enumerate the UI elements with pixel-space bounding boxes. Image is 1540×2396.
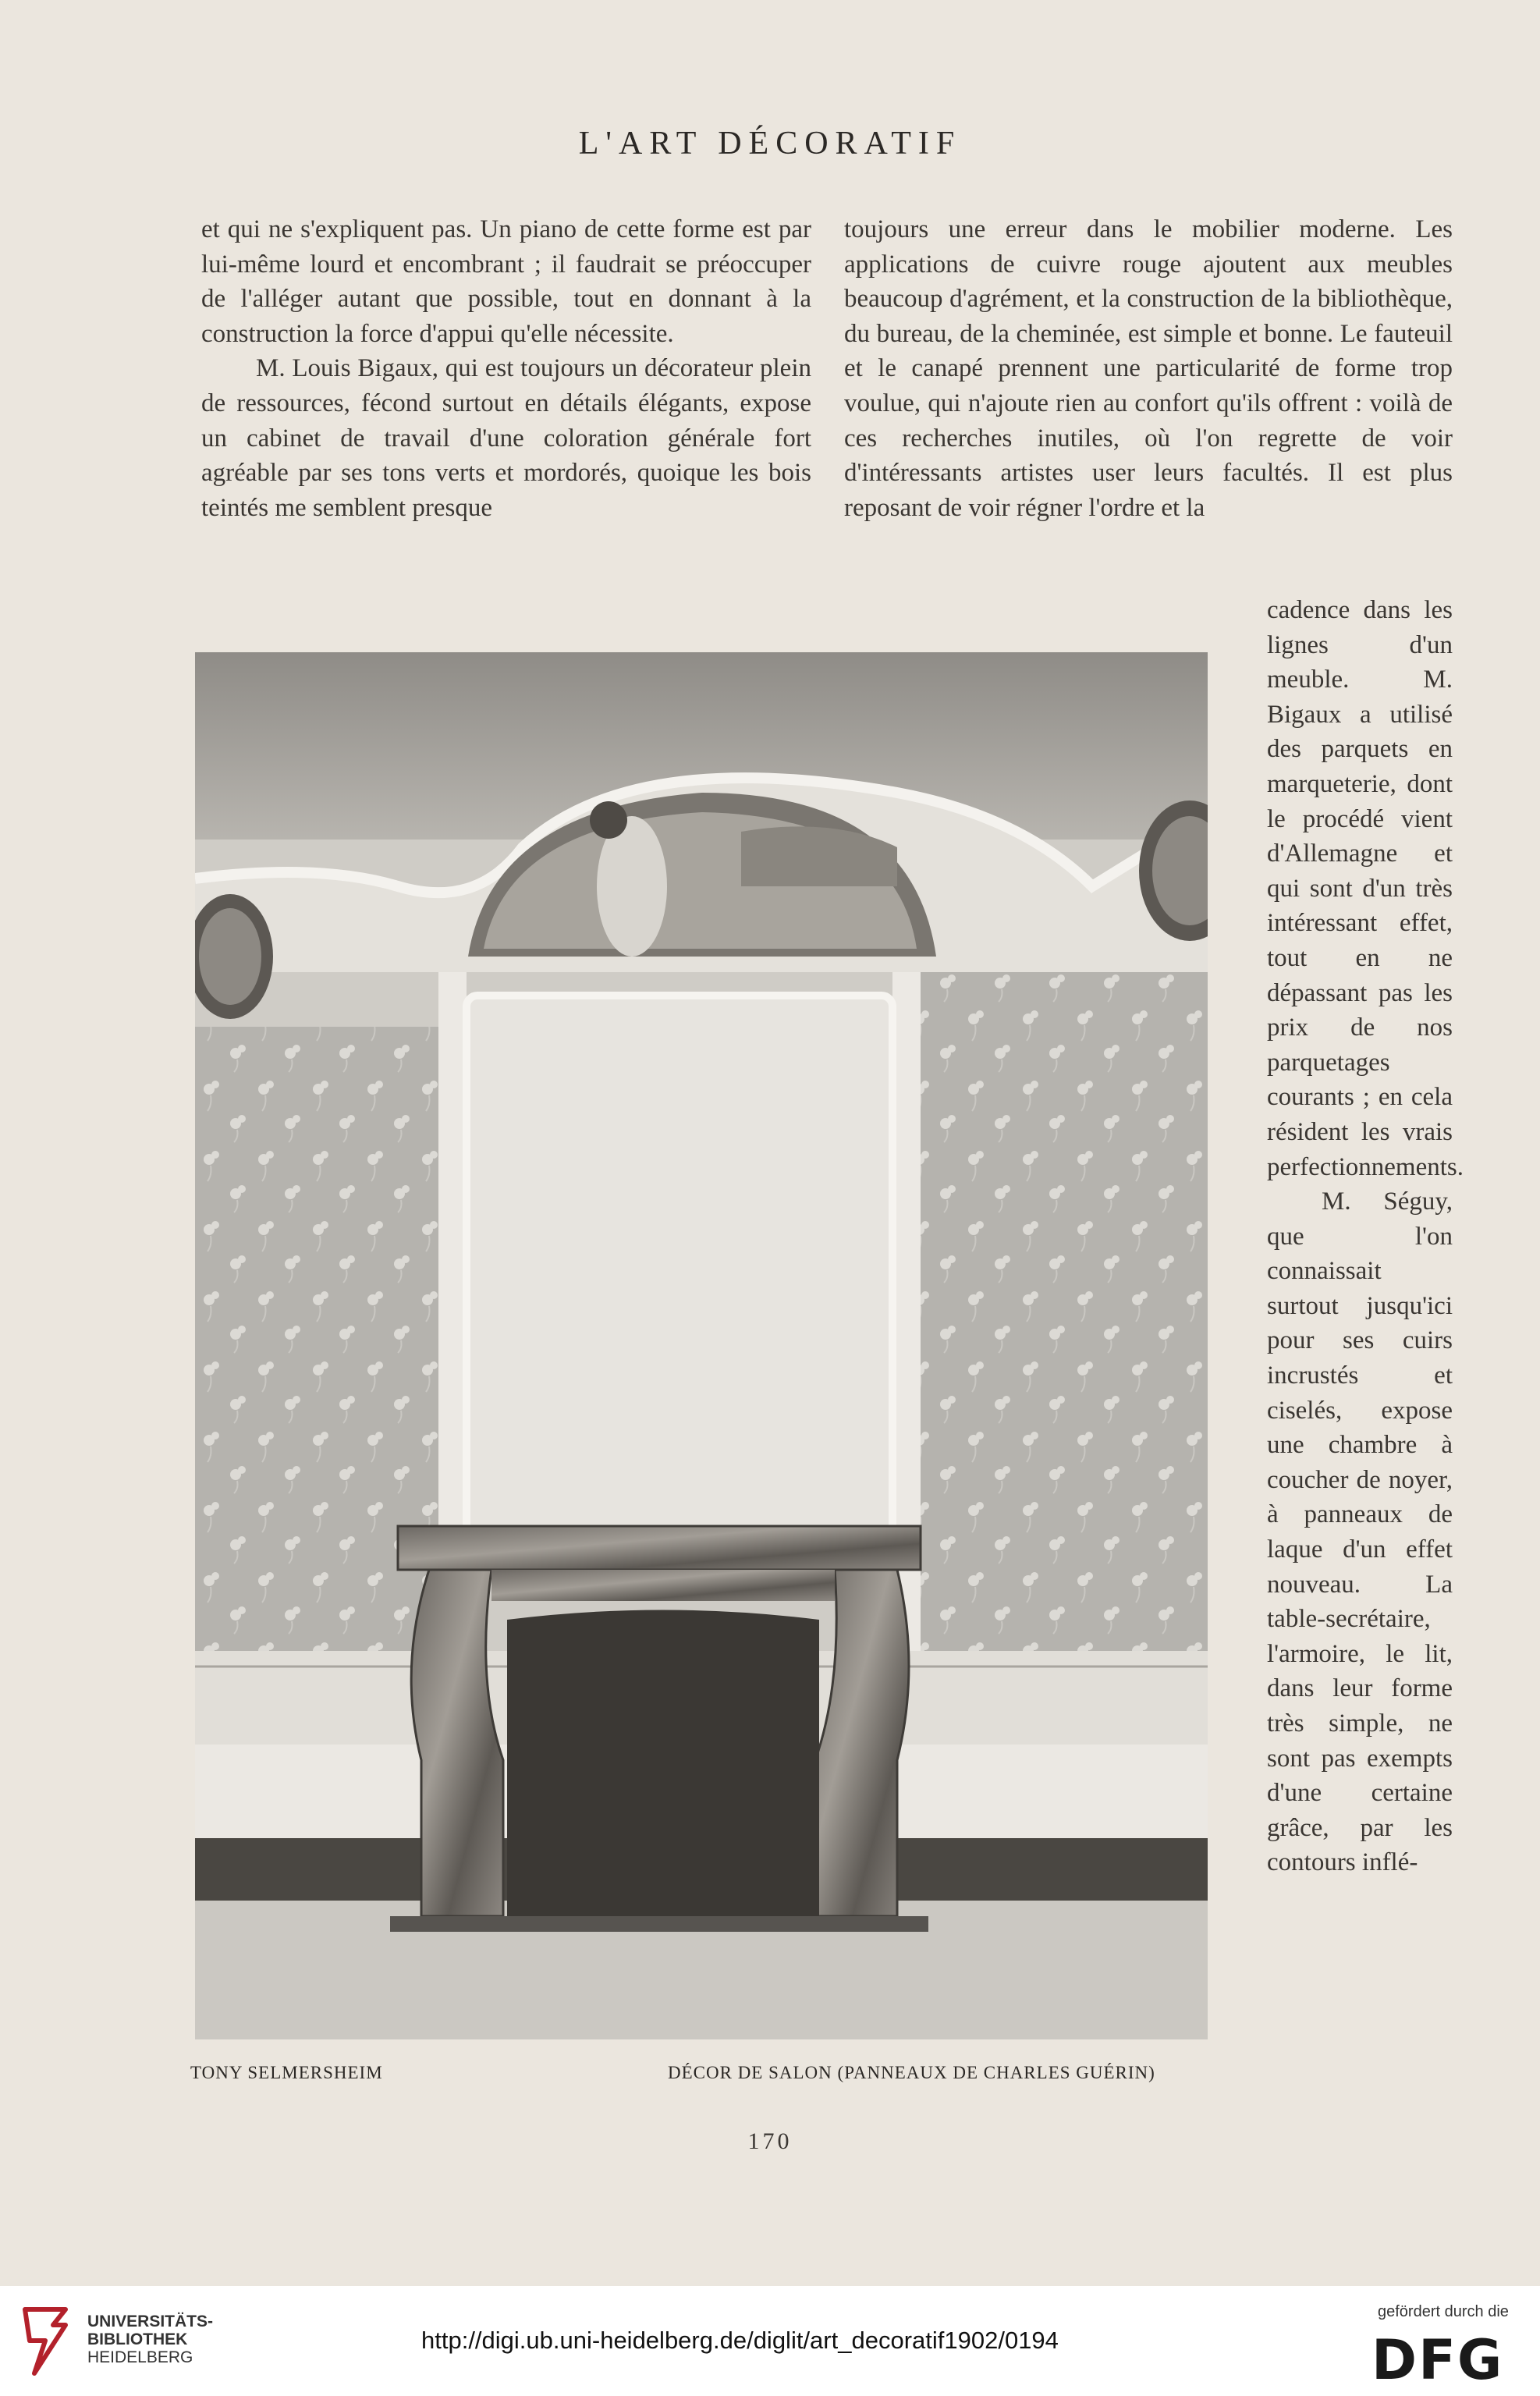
institution-name: UNIVERSITÄTS- BIBLIOTHEK HEIDELBERG bbox=[87, 2313, 214, 2366]
running-head: L'ART DÉCORATIF bbox=[578, 126, 962, 162]
left-column bbox=[201, 212, 811, 525]
funding-label: gefördert durch die bbox=[1378, 2303, 1509, 2320]
page-number: 170 bbox=[747, 2128, 793, 2154]
fireplace-illustration bbox=[195, 652, 1208, 2039]
university-library-logo-icon bbox=[19, 2302, 73, 2380]
left-paragraph-2: M. Louis Bigaux, qui est toujours un décorateur plein de ressources, fécond surtout en détails élégants, expose un cabinet de travail d'une coloration générale fort agréable par ses tons verts et mordorés, quoique les bois teintés me semblent presque bbox=[201, 354, 811, 522]
right-narrow-paragraph-1: cadence dans les lignes d'un meuble. M. Bigaux a utilisé des parquets en marqueterie, dont le procédé vient d'Allemagne et qui sont d'un très intéressant effet, tout en ne dépassant pas les prix de nos parquetages courants ; en cela résident les vrais perfectionnements. bbox=[1267, 596, 1464, 1181]
right-narrow-paragraph-2: M. Séguy, que l'on connaissait surtout jusqu'ici pour ses cuirs incrustés et ciselés, expose une chambre à coucher de noyer, à panneaux de laque d'un effet nouveau. La table-secrétaire, l'armoire, le lit, dans leur forme très simple, ne sont pas exempts d'une certaine grâce, par les contours inflé- bbox=[1267, 1187, 1453, 1877]
permalink-url[interactable]: http://digi.ub.uni-heidelberg.de/diglit/art_decoratif1902/0194 bbox=[421, 2327, 1059, 2354]
figure-caption-artist: TONY SELMERSHEIM bbox=[190, 2063, 383, 2082]
right-column-narrow bbox=[1267, 593, 1464, 1880]
digitization-footer bbox=[0, 2286, 1540, 2396]
right-column-top bbox=[844, 212, 1453, 525]
right-paragraph-top: toujours une erreur dans le mobilier moderne. Les applications de cuivre rouge ajoutent aux meubles beaucoup d'agrément, et la construction de la bibliothèque, du bureau, de la cheminée, est simple et bonne. Le fauteuil et le canapé prennent une particularité de forme trop voulue, qui n'ajoute rien au confort qu'ils offrent : voilà de ces recherches inutiles, où l'on regrette de voir d'intéressants artistes user leurs facultés. Il est plus reposant de voir régner l'ordre et la bbox=[844, 215, 1453, 522]
left-paragraph-1: et qui ne s'expliquent pas. Un piano de cette forme est par lui-même lourd et encombrant ; il faudrait se préoccuper de l'alléger autant que possible, tout en donnant à la construction la force d'appui qu'elle nécessite. bbox=[201, 215, 811, 348]
fireplace-photograph bbox=[195, 652, 1208, 2039]
dfg-logo: DFG bbox=[1371, 2328, 1504, 2392]
figure-caption-title: DÉCOR DE SALON (PANNEAUX DE CHARLES GUÉRIN) bbox=[668, 2063, 1155, 2082]
